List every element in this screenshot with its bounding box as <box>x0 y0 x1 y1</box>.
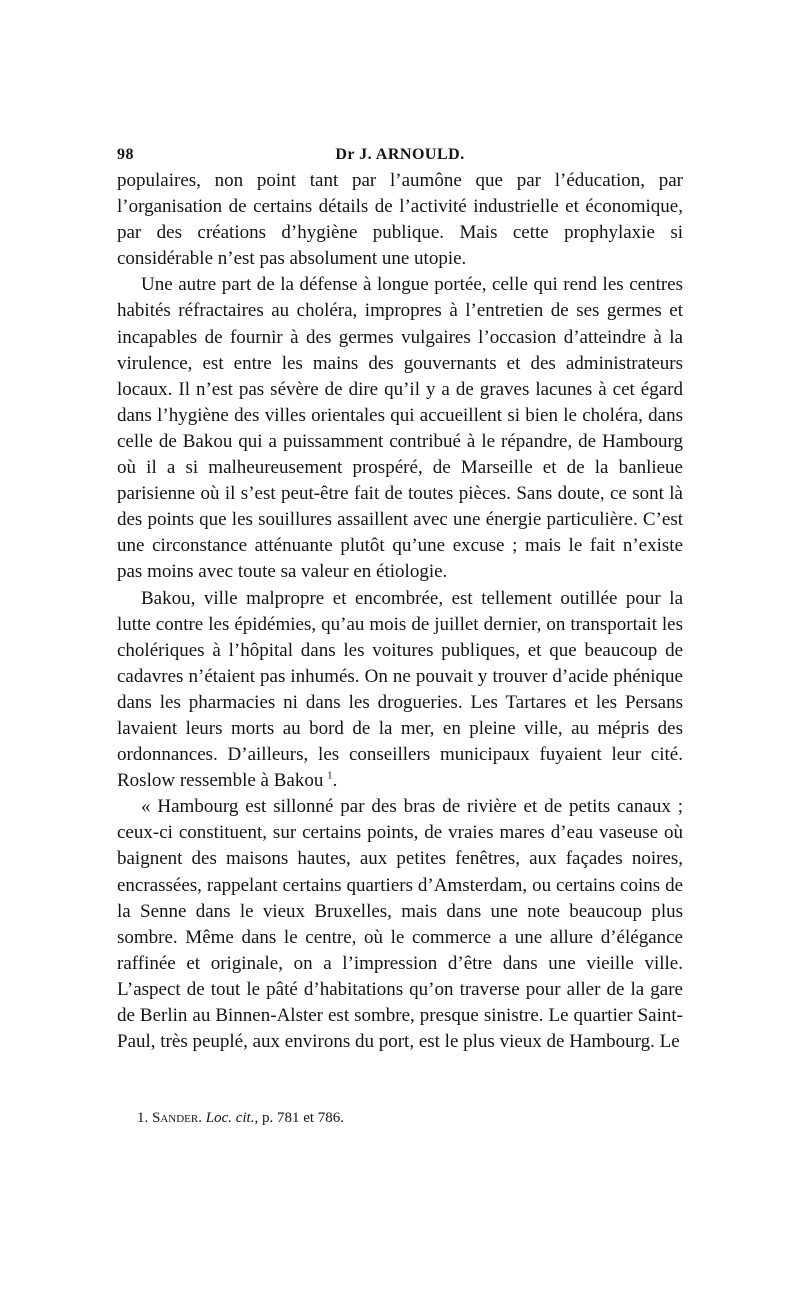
footnote-author: Sander. <box>152 1110 202 1126</box>
running-head-author: Dr J. ARNOULD. <box>335 146 465 163</box>
paragraph: Bakou, ville malpropre et encombrée, est tellement outillée pour la lutte contre les épidémies, qu’au mois de juillet dernier, on transportait les cholériques à l’hôpital dans les voitures publiques, et que beaucoup de cadavres n’étaient pas inhumés. On ne pouvait y trouver d’acide phénique dans les pharmacies ni dans les drogueries. Les Tartares et les Persans lavaient leurs morts au bord de la mer, en pleine ville, au mépris des ordonnances. D’ailleurs, les conseillers municipaux fuyaient leur cité. Roslow ressemble à Bakou $^1$. <box>117 587 683 792</box>
footnote-reference: 1 <box>327 769 333 782</box>
footnote-work: Loc. cit., <box>205 1110 259 1126</box>
paragraph: « Hambourg est sillonné par des bras de rivière et de petits canaux ; ceux-ci constituent, sur certains points, de vraies mares d’eau vaseuse où baignent des maisons hautes, aux petites fenêtres, aux façades noires, encrassées, rappelant certains quartiers d’Amsterdam, ou certains coins de la Senne dans le vieux Bruxelles, mais dans une note beaucoup plus sombre. Même dans le centre, où le commerce a une allure d’élégance raffinée et originale, on a l’impression d’être dans une vieille ville. L’aspect de tout le pâté d’habitations qu’on traverse pour aller de la gare de Berlin au Binnen-Alster est sombre, presque sinistre. Le quartier Saint-Paul, très peuplé, aux environs du port, est le plus vieux de Hambourg. Le <box>117 796 683 1053</box>
paragraph: populaires, non point tant par l’aumône que par l’éducation, par l’organisation de certains détails de l’activité industrielle et économique, par des créations d’hygiène publique. Mais cette prophylaxie si considérable n’est pas absolument une utopie. <box>117 170 683 270</box>
footnote-number: 1. <box>137 1110 149 1126</box>
page-number: 98 <box>117 146 134 163</box>
body-text <box>117 168 683 1055</box>
paragraph-text: Bakou, ville malpropre et encombrée, est tellement outillée pour la lutte contre les épidémies, qu’au mois de juillet dernier, on transportait les cholériques à l’hôpital dans les voitures publiques, et que beaucoup de cadavres n’étaient pas inhumés. On ne pouvait y trouver d’acide phénique dans les pharmacies ni dans les drogueries. Les Tartares et les Persans lavaient leurs morts au bord de la mer, en pleine ville, au mépris des ordonnances. D’ailleurs, les conseillers municipaux fuyaient leur cité. Roslow ressemble à Bakou <box>117 587 683 792</box>
book-page <box>117 140 683 1126</box>
footnote-pages: p. 781 et 786. <box>261 1110 345 1126</box>
paragraph: Une autre part de la défense à longue portée, celle qui rend les centres habités réfractaires au choléra, impropres à l’entretien de ses germes et incapables de fournir à des germes vulgaires l’occasion d’atteindre à la virulence, est entre les mains des gouvernants et des administrateurs locaux. Il n’est pas sévère de dire qu’il y a de graves lacunes à cet égard dans l’hygiène des villes orientales qui accueillent si bien le choléra, dans celle de Bakou qui a puissamment contribué à le répandre, de Hambourg où il a si malheureusement prospéré, de Marseille et de la banlieue parisienne où il s’est peut-être fait de toutes pièces. Sans doute, ce sont là des points que les souillures assaillent avec une énergie particulière. C’est une circonstance atténuante plutôt qu’une excuse ; mais le fait n’existe pas moins avec toute sa valeur en étiologie. <box>117 274 683 583</box>
running-head <box>117 140 683 168</box>
footnote <box>137 1108 344 1128</box>
